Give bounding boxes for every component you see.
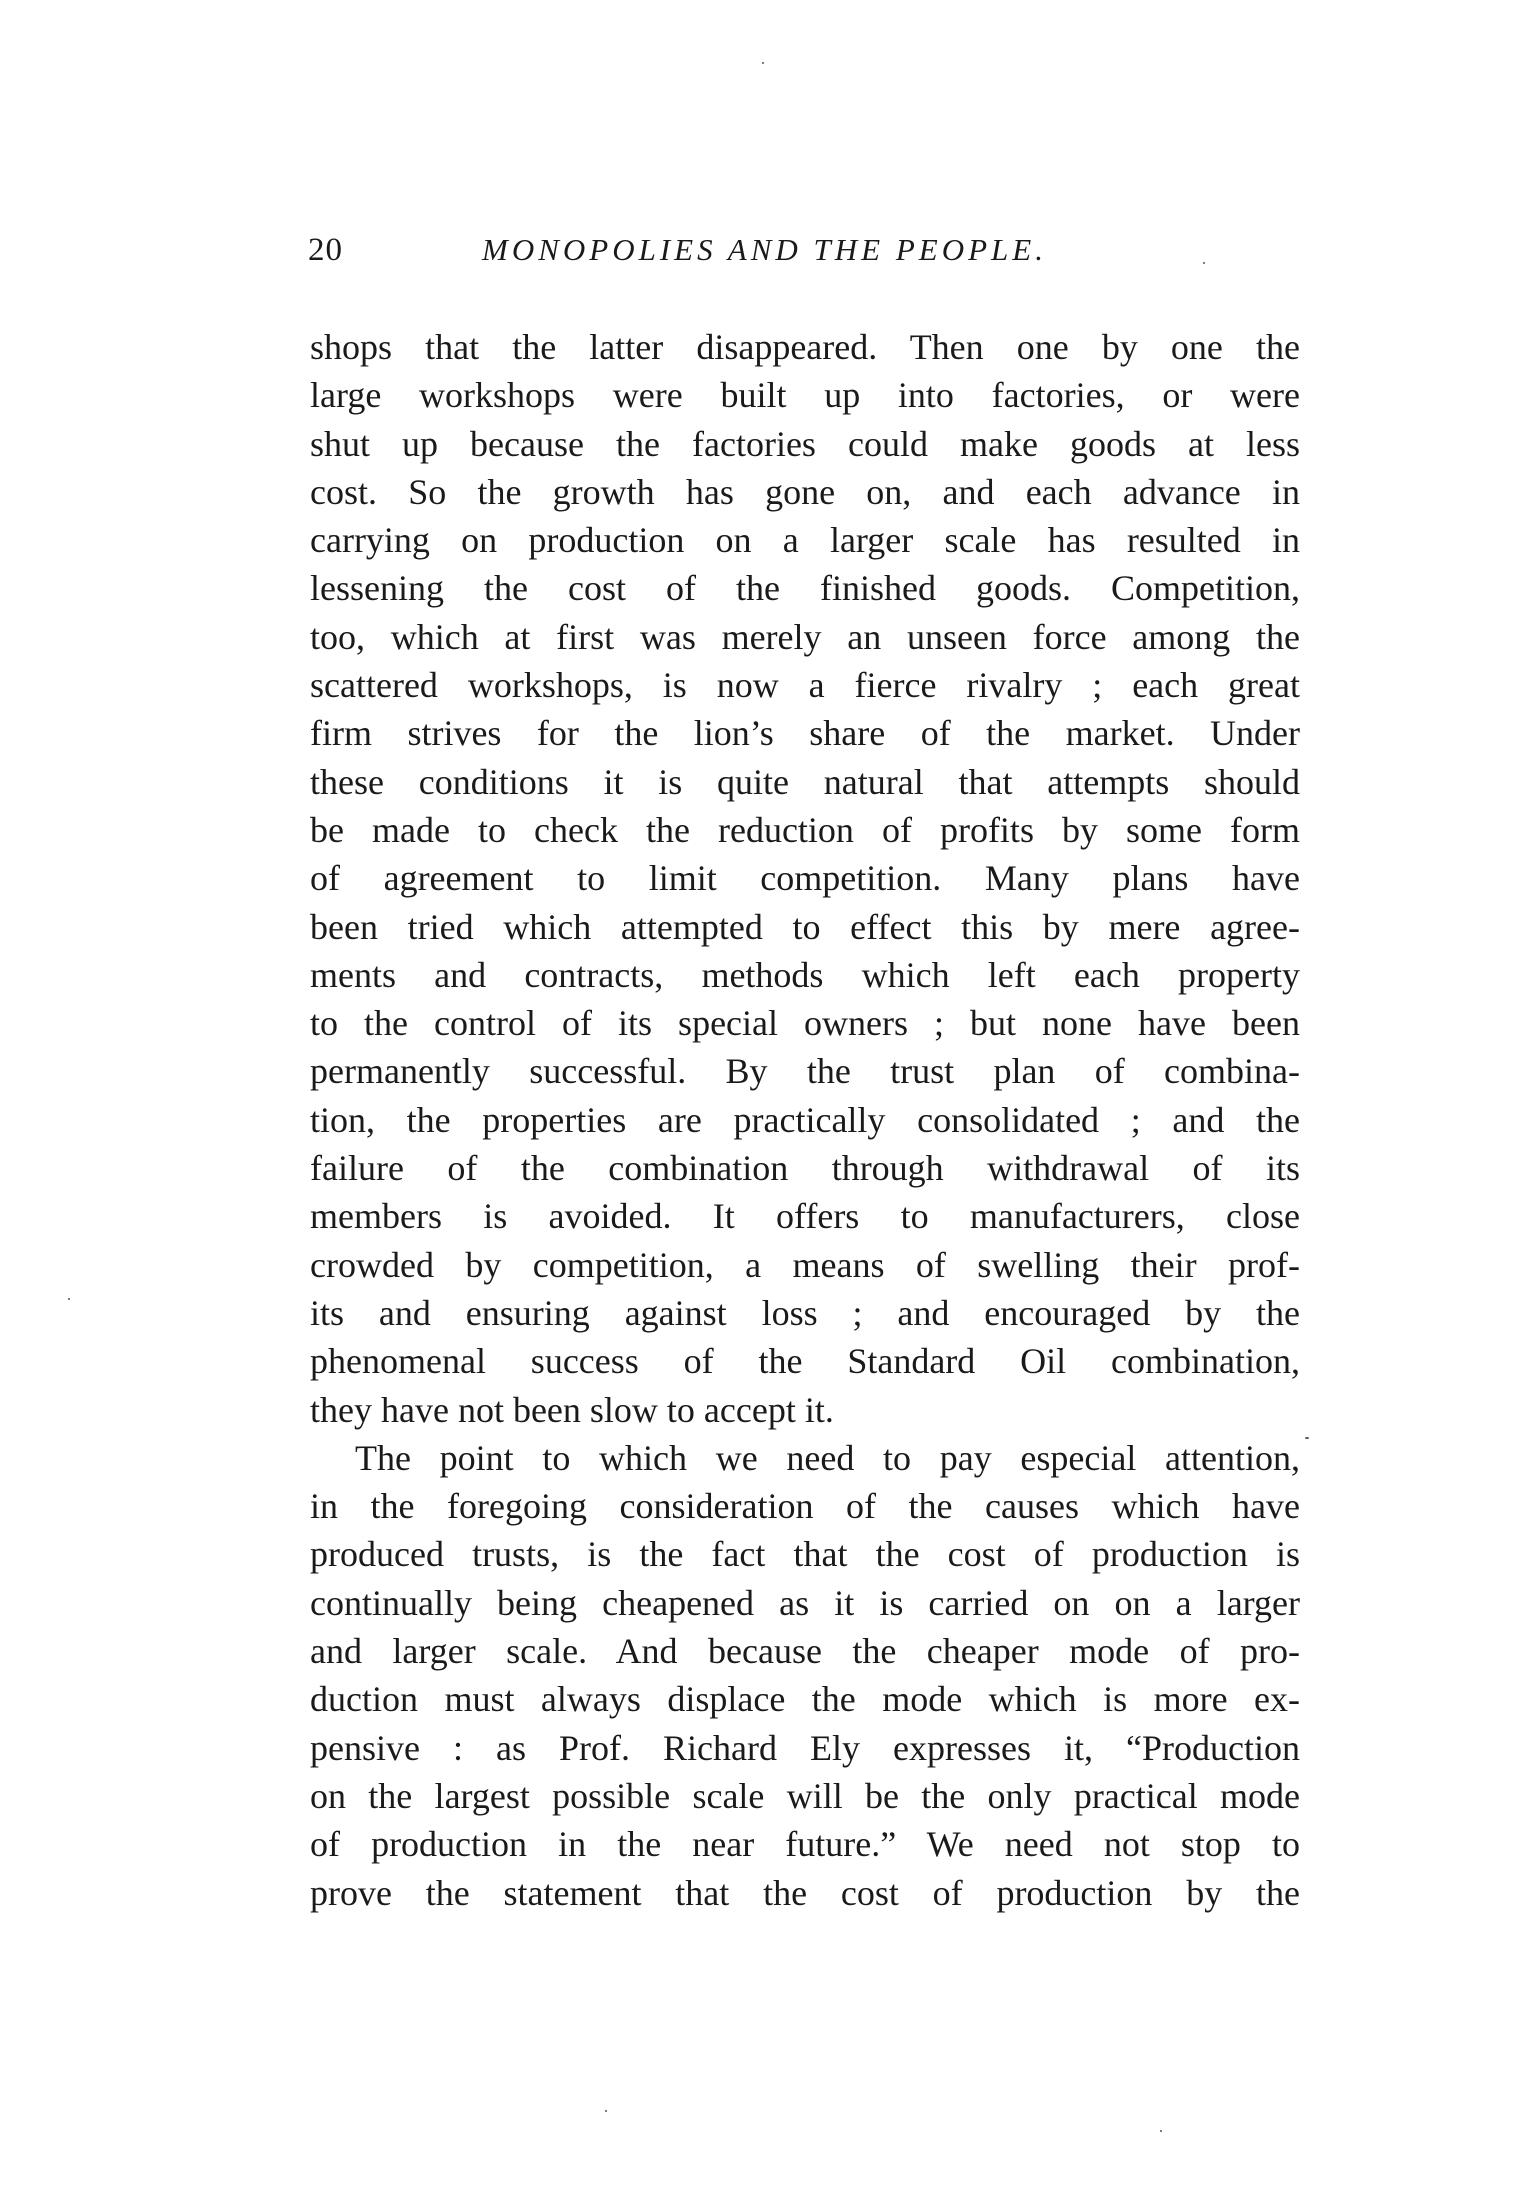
text-line: of agreement to limit competition. Many plans have	[310, 858, 1300, 899]
text-line: they have not been slow to accept it.	[310, 1389, 834, 1430]
text-line: shops that the latter disappeared. Then one by one the	[310, 327, 1300, 367]
text-line: crowded by competition, a means of swelling their prof-	[310, 1244, 1300, 1285]
text-line: these conditions it is quite natural that attempts should	[310, 761, 1300, 802]
text-line: members is avoided. It offers to manufacturers, close	[310, 1196, 1300, 1237]
paragraph-2	[310, 1434, 1300, 1917]
text-line: firm strives for the lion’s share of the market. Under	[310, 713, 1300, 754]
text-line: permanently successful. By the trust plan of combina-	[310, 1051, 1300, 1092]
scan-speck	[68, 1298, 70, 1300]
text-line: produced trusts, is the fact that the cost of production is	[310, 1534, 1300, 1575]
text-line: of production in the near future.” We need not stop to	[310, 1824, 1300, 1865]
scan-speck	[605, 2110, 607, 2112]
text-line: cost. So the growth has gone on, and each advance in	[310, 471, 1300, 512]
running-header	[308, 228, 1138, 272]
text-line: phenomenal success of the Standard Oil combination,	[310, 1341, 1300, 1382]
text-line: prove the statement that the cost of production by the	[310, 1872, 1300, 1913]
text-line: large workshops were built up into factories, or were	[310, 375, 1300, 416]
scan-speck	[1203, 262, 1205, 264]
text-line: on the largest possible scale will be the only practical mode	[310, 1775, 1300, 1816]
text-line: The point to which we need to pay especial attention,	[355, 1437, 1300, 1478]
text-line: tion, the properties are practically consolidated ; and the	[310, 1099, 1300, 1140]
page-number: 20	[308, 232, 343, 268]
text-line: ments and contracts, methods which left each property	[310, 954, 1300, 995]
text-line: in the foregoing consideration of the causes which have	[310, 1486, 1300, 1527]
text-line: duction must always displace the mode which is more ex-	[310, 1679, 1300, 1720]
scan-speck	[1305, 1437, 1309, 1439]
text-line: scattered workshops, is now a fierce rivalry ; each great	[310, 665, 1300, 706]
text-line: be made to check the reduction of profits by some form	[310, 809, 1300, 850]
text-line: failure of the combination through withdrawal of its	[310, 1148, 1300, 1189]
text-line: shut up because the factories could make goods at less	[310, 423, 1300, 464]
text-line: carrying on production on a larger scale has resulted in	[310, 520, 1300, 561]
text-line: to the control of its special owners ; but none have been	[310, 1003, 1300, 1044]
body-text	[310, 323, 1300, 1917]
text-line: and larger scale. And because the cheaper mode of pro-	[310, 1631, 1300, 1672]
text-line: too, which at first was merely an unseen force among the	[310, 616, 1300, 657]
scan-speck	[1160, 2130, 1162, 2132]
text-line: pensive : as Prof. Richard Ely expresses it, “Production	[310, 1727, 1300, 1768]
text-line: continually being cheapened as it is carried on on a larger	[310, 1582, 1300, 1623]
scan-speck	[762, 62, 764, 64]
text-line: lessening the cost of the finished goods. Competition,	[310, 568, 1300, 609]
running-title: MONOPOLIES AND THE PEOPLE.	[482, 232, 1047, 267]
paragraph-1	[310, 323, 1300, 1434]
text-line: been tried which attempted to effect this by mere agree-	[310, 906, 1300, 947]
text-line: its and ensuring against loss ; and encouraged by the	[310, 1292, 1300, 1333]
